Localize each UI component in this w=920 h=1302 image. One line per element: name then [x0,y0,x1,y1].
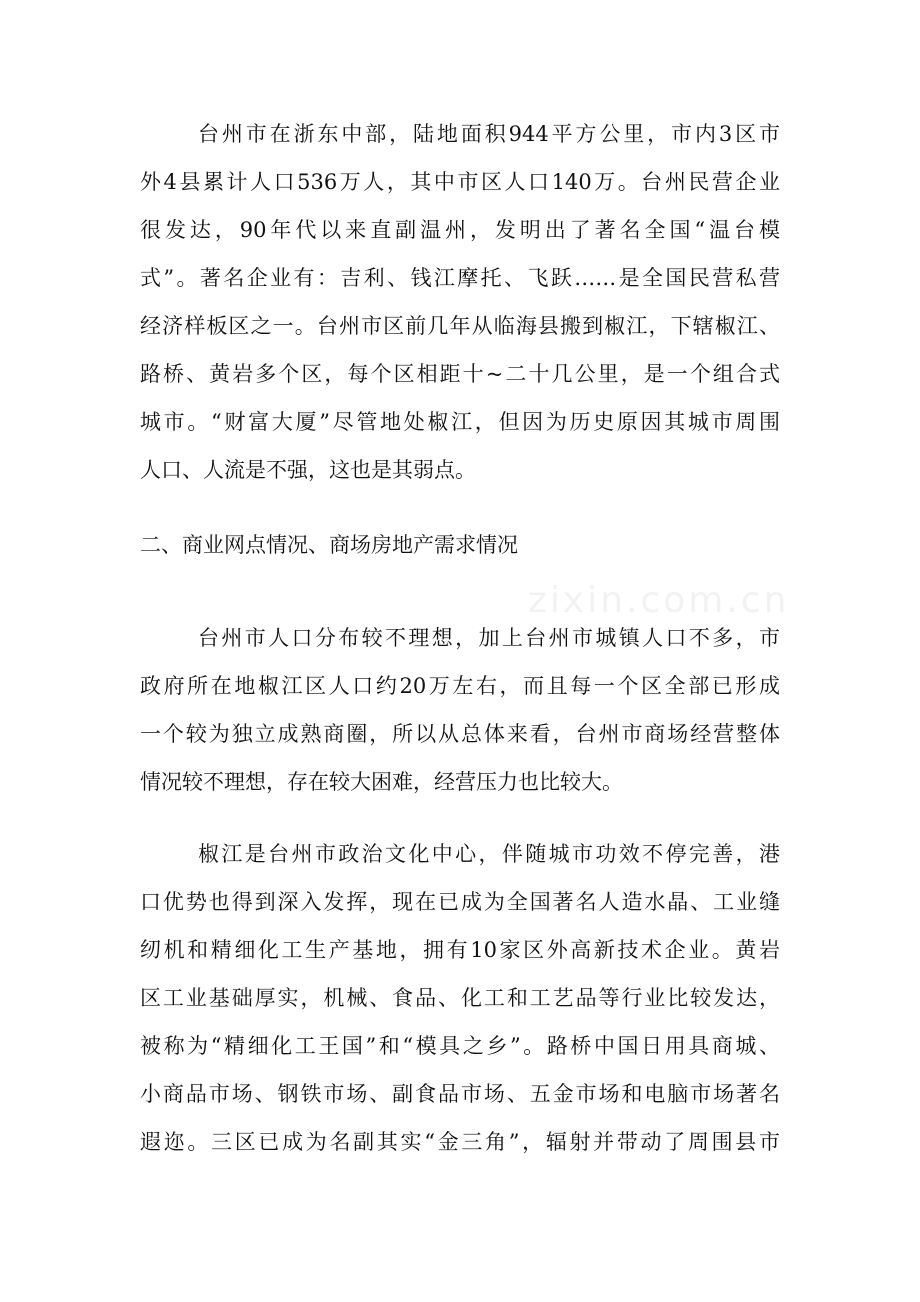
paragraph-line: 式”。著名企业有：吉利、钱江摩托、飞跃……是全国民营私营 [140,266,780,290]
paragraph-line: 外4县累计人口536万人，其中市区人口140万。台州民营企业 [140,170,780,194]
paragraph-line: 台州市人口分布较不理想，加上台州市城镇人口不多，市 [198,626,780,650]
watermark: zixin.com.cn [528,580,790,621]
paragraph-line: 区工业基础厚实，机械、食品、化工和工艺品等行业比较发达， [140,986,780,1010]
paragraph-line: 经济样板区之一。台州市区前几年从临海县搬到椒江，下辖椒江、 [140,314,780,338]
paragraph-line: 很发达，90年代以来直副温州，发明出了著名全国“温台模 [140,218,780,242]
paragraph-line: 纫机和精细化工生产基地，拥有10家区外高新技术企业。黄岩 [140,938,780,962]
paragraph-line: 口优势也得到深入发挥，现在已成为全国著名人造水晶、工业缝 [140,890,780,914]
paragraph-line: 情况较不理想，存在较大困难，经营压力也比较大。 [140,770,623,794]
section-heading: 二、商业网点情况、商场房地产需求情况 [140,533,518,557]
paragraph-line: 小商品市场、钢铁市场、副食品市场、五金市场和电脑市场著名 [140,1082,780,1106]
paragraph-line: 遐迩。三区已成为名副其实“金三角”，辐射并带动了周围县市 [140,1130,780,1154]
paragraph-line: 人口、人流是不强，这也是其弱点。 [140,458,476,482]
paragraph-line: 城市。“财富大厦”尽管地处椒江，但因为历史原因其城市周围 [140,410,780,434]
paragraph-line: 一个较为独立成熟商圈，所以从总体来看，台州市商场经营整体 [140,722,780,746]
paragraph-line: 路桥、黄岩多个区，每个区相距十~二十几公里，是一个组合式 [140,362,780,386]
paragraph-line: 台州市在浙东中部，陆地面积944平方公里，市内3区市 [198,122,780,146]
paragraph-line: 椒江是台州市政治文化中心，伴随城市功效不停完善，港 [198,842,780,866]
paragraph-line: 被称为“精细化工王国”和“模具之乡”。路桥中国日用具商城、 [140,1034,780,1058]
paragraph-line: 政府所在地椒江区人口约20万左右，而且每一个区全部已形成 [140,674,780,698]
